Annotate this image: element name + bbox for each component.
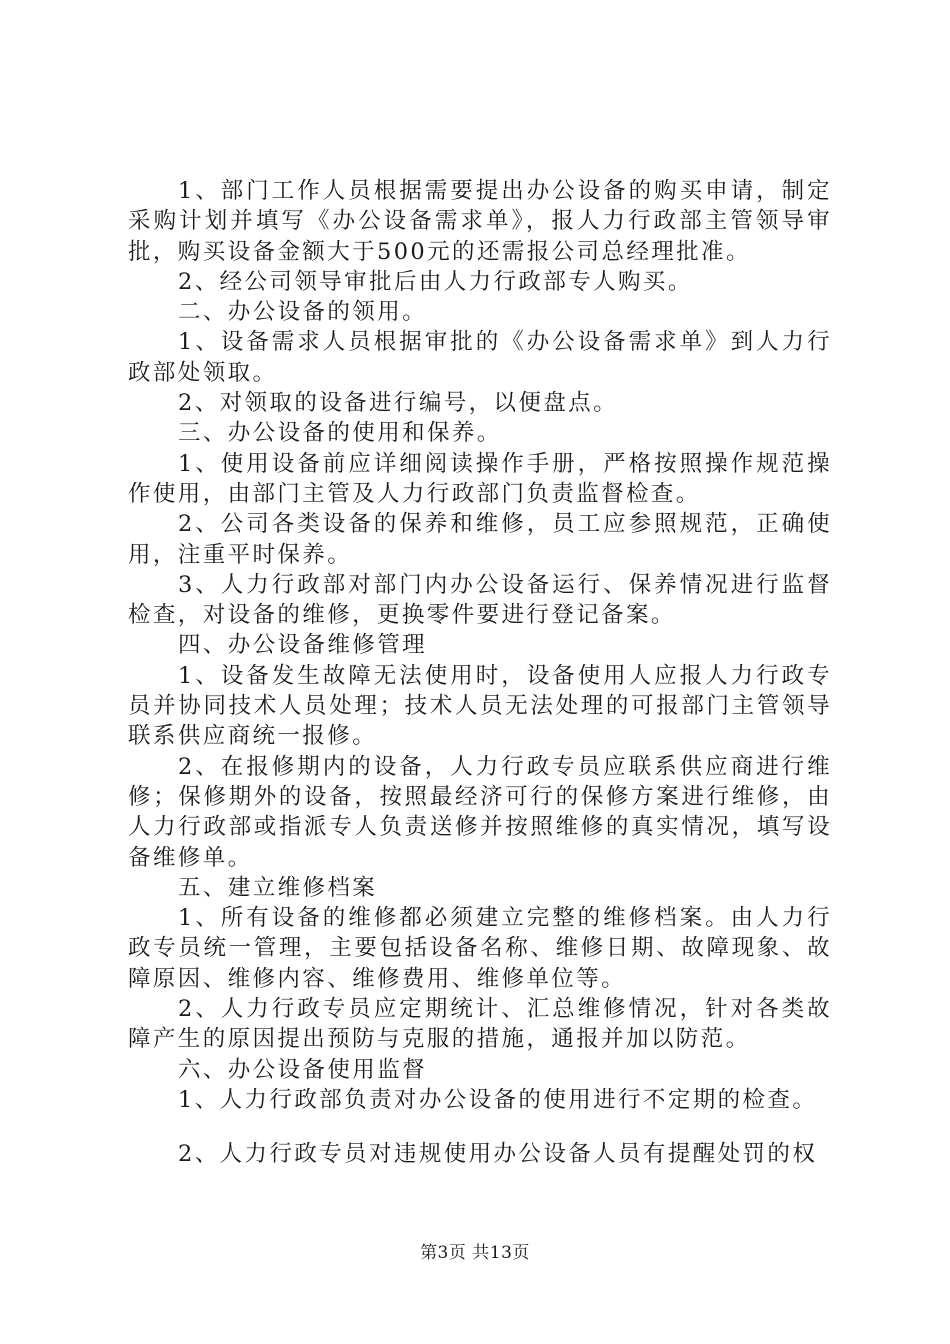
paragraph: 2、在报修期内的设备，人力行政专员应联系供应商进行维修；保修期外的设备，按照最经济可行的保修方案进行维修，由人力行政部或指派专人负责送修并按照维修的真实情况，填写设备维修单。 bbox=[128, 753, 832, 871]
section-heading: 五、建立维修档案 bbox=[178, 874, 378, 901]
paragraph: 2、公司各类设备的保养和维修，员工应参照规范，正确使用，注重平时保养。 bbox=[128, 511, 832, 568]
document-body bbox=[128, 176, 832, 1170]
section-heading: 六、办公设备使用监督 bbox=[178, 1056, 428, 1083]
paragraph: 2、人力行政专员对违规使用办公设备人员有提醒处罚的权 bbox=[178, 1141, 818, 1168]
page-number-footer: 第3页 共13页 bbox=[420, 1243, 530, 1263]
paragraph: 2、人力行政专员应定期统计、汇总维修情况，针对各类故障产生的原因提出预防与克服的措施，通报并加以防范。 bbox=[128, 996, 832, 1053]
section-heading: 三、办公设备的使用和保养。 bbox=[178, 420, 502, 447]
paragraph: 1、设备发生故障无法使用时，设备使用人应报人力行政专员并协同技术人员处理；技术人员无法处理的可报部门主管领导联系供应商统一报修。 bbox=[128, 662, 832, 750]
paragraph: 1、所有设备的维修都必须建立完整的维修档案。由人力行政专员统一管理，主要包括设备名称、维修日期、故障现象、故障原因、维修内容、维修费用、维修单位等。 bbox=[128, 905, 832, 992]
paragraph: 1、使用设备前应详细阅读操作手册，严格按照操作规范操作使用，由部门主管及人力行政部门负责监督检查。 bbox=[128, 450, 832, 507]
paragraph: 3、人力行政部对部门内办公设备运行、保养情况进行监督检查，对设备的维修，更换零件要进行登记备案。 bbox=[128, 571, 832, 629]
paragraph: 2、经公司领导审批后由人力行政部专人购买。 bbox=[178, 268, 693, 295]
paragraph: 2、对领取的设备进行编号，以便盘点。 bbox=[178, 390, 619, 417]
section-heading: 二、办公设备的领用。 bbox=[178, 299, 428, 326]
paragraph: 1、人力行政部负责对办公设备的使用进行不定期的检查。 bbox=[178, 1086, 818, 1113]
paragraph: 1、部门工作人员根据需要提出办公设备的购买申请，制定采购计划并填写《办公设备需求单》，报人力行政部主管领导审批，购买设备金额大于500元的还需报公司总经理批准。 bbox=[128, 178, 832, 265]
paragraph: 1、设备需求人员根据审批的《办公设备需求单》到人力行政部处领取。 bbox=[128, 329, 832, 386]
section-heading: 四、办公设备维修管理 bbox=[178, 632, 428, 659]
